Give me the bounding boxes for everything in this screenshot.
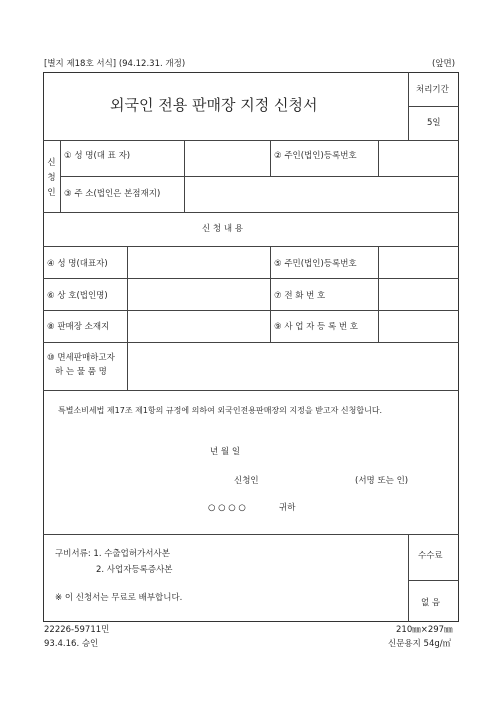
row-line-5 bbox=[43, 278, 459, 279]
id-label-divider bbox=[270, 140, 271, 176]
phone-number-label: ⑦ 전 화 번 호 bbox=[274, 291, 326, 301]
content-section-label: 신 청 내 용 bbox=[202, 224, 243, 234]
content-label-divider bbox=[127, 246, 128, 390]
period-hline bbox=[408, 106, 459, 107]
fee-hline bbox=[408, 580, 459, 581]
free-distribution-note: ※ 이 신청서는 무료로 배부합니다. bbox=[55, 593, 183, 603]
content-mid-divider bbox=[270, 246, 271, 342]
id-value-divider bbox=[378, 140, 379, 176]
recipient-suffix: 귀하 bbox=[279, 503, 296, 513]
fee-label: 수수료 bbox=[418, 551, 443, 561]
address-value-divider bbox=[184, 176, 185, 212]
processing-period-value: 5일 bbox=[427, 118, 441, 128]
row-line-2 bbox=[60, 176, 459, 177]
recipient-marks: ○ ○ ○ ○ bbox=[208, 503, 246, 513]
address-label: ③ 주 소(법인은 본점재지) bbox=[64, 189, 161, 199]
application-statement: 특별소비세법 제17조 제1항의 규정에 의하여 외국인전용판매장의 지정을 받고자 신청합니다. bbox=[58, 406, 383, 415]
form-code: 22226-59711민 bbox=[44, 625, 110, 635]
row-line-1 bbox=[43, 140, 459, 141]
business-registration-label: ⑨ 사 업 자 등 록 번 호 bbox=[274, 322, 359, 332]
paper-type: 신문용지 54g/㎡ bbox=[388, 639, 452, 649]
name-label: ① 성 명(대 표 자) bbox=[64, 151, 131, 161]
applicant-group-label: 신 청 인 bbox=[47, 158, 56, 198]
approval-date: 93.4.16. 승인 bbox=[44, 639, 99, 649]
store-location-label: ⑧ 판매장 소재지 bbox=[47, 322, 110, 332]
required-documents-label: 구비서류: 1. 수출업허가서사본 bbox=[55, 549, 170, 559]
row-line-7 bbox=[43, 342, 459, 343]
registration-number-label: ② 주인(법인)등록번호 bbox=[274, 151, 357, 161]
sign-or-seal-label: (서명 또는 인) bbox=[355, 476, 409, 486]
name-value-divider bbox=[184, 140, 185, 176]
representative-name-label: ④ 성 명(대표자) bbox=[47, 259, 108, 269]
row-line-9 bbox=[43, 534, 459, 535]
form-title: 외국인 전용 판매장 지정 신청서 bbox=[110, 96, 318, 114]
required-document-2: 2. 사업자등록증사본 bbox=[96, 565, 173, 575]
processing-period-label: 처리기간 bbox=[416, 85, 449, 95]
duty-free-items-label-1: ⑩ 면세판매하고자 bbox=[47, 353, 115, 363]
applicant-signature-label: 신청인 bbox=[234, 476, 259, 486]
side-label: (앞면) bbox=[432, 59, 456, 69]
resident-number-label: ⑤ 주민(법인)등록번호 bbox=[274, 259, 357, 269]
duty-free-items-label-2: 하 는 물 품 명 bbox=[55, 367, 107, 377]
content-right-divider bbox=[378, 246, 379, 342]
row-line-4 bbox=[43, 246, 459, 247]
fee-value: 없 음 bbox=[421, 598, 441, 608]
row-line-6 bbox=[43, 310, 459, 311]
row-line-3 bbox=[43, 212, 459, 213]
trade-name-label: ⑥ 상 호(법인명) bbox=[47, 291, 108, 301]
fee-divider bbox=[408, 534, 409, 622]
paper-size: 210㎜×297㎜ bbox=[396, 625, 453, 635]
application-date: 년 월 일 bbox=[210, 447, 241, 457]
form-number-label: [별지 제18호 서식] (94.12.31. 개정) bbox=[44, 59, 186, 69]
row-line-8 bbox=[43, 390, 459, 391]
